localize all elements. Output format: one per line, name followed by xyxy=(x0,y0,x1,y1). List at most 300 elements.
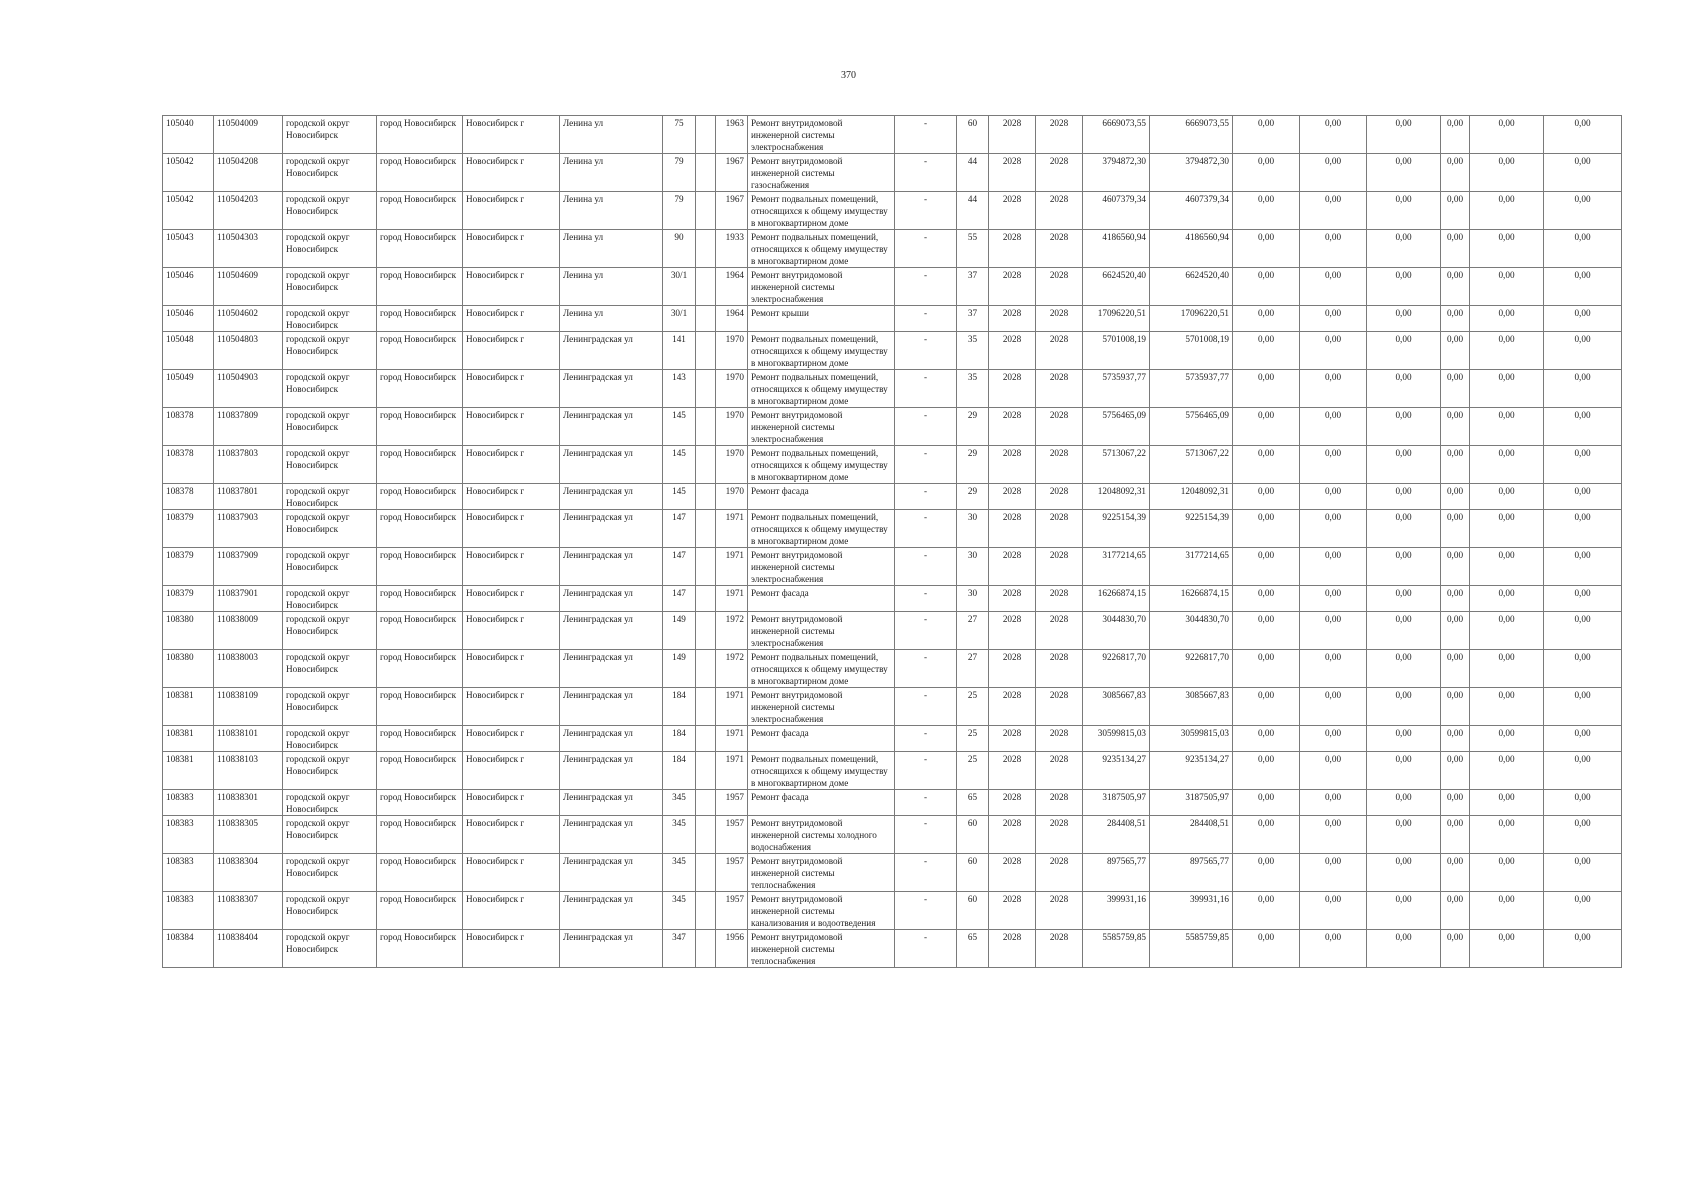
dash-cell: - xyxy=(895,408,957,446)
year-built-cell: 1971 xyxy=(716,752,748,790)
local-funds-cell: 0,00 xyxy=(1367,816,1441,854)
local-funds-cell: 0,00 xyxy=(1367,548,1441,586)
wear-percent-cell: 60 xyxy=(957,854,989,892)
other-funds-cell: 0,00 xyxy=(1441,268,1470,306)
local-funds-cell: 0,00 xyxy=(1367,752,1441,790)
dash-cell: - xyxy=(895,816,957,854)
settlement-cell: город Новосибирск xyxy=(377,116,463,154)
municipality-cell: городской округ Новосибирск xyxy=(283,892,377,930)
street-cell: Ленинградская ул xyxy=(560,752,663,790)
total-cost-cell: 3177214,65 xyxy=(1083,548,1150,586)
owners-extra-funds-cell: 0,00 xyxy=(1544,408,1622,446)
owners-extra-funds-cell: 0,00 xyxy=(1544,230,1622,268)
wear-percent-cell: 30 xyxy=(957,586,989,612)
total-cost-cell: 16266874,15 xyxy=(1083,586,1150,612)
total-cost-cell: 5585759,85 xyxy=(1083,930,1150,968)
federal-funds-cell: 0,00 xyxy=(1233,484,1300,510)
municipality-cell: городской округ Новосибирск xyxy=(283,688,377,726)
plan-year-start-cell: 2028 xyxy=(989,446,1036,484)
table-row xyxy=(163,612,1622,650)
table-row xyxy=(163,154,1622,192)
work-type-cell: Ремонт подвальных помещений, относящихся к общему имуществу в многоквартирном доме xyxy=(748,446,895,484)
regional-funds-cell: 0,00 xyxy=(1300,816,1367,854)
year-built-cell: 1963 xyxy=(716,116,748,154)
local-funds-cell: 0,00 xyxy=(1367,116,1441,154)
table-row xyxy=(163,230,1622,268)
street-cell: Ленинградская ул xyxy=(560,408,663,446)
work-id-cell: 110838101 xyxy=(214,726,283,752)
other-funds-cell: 0,00 xyxy=(1441,650,1470,688)
settlement-cell: город Новосибирск xyxy=(377,230,463,268)
fund-cost-cell: 30599815,03 xyxy=(1150,726,1233,752)
wear-percent-cell: 55 xyxy=(957,230,989,268)
work-type-cell: Ремонт внутридомовой инженерной системы электроснабжения xyxy=(748,268,895,306)
regional-funds-cell: 0,00 xyxy=(1300,306,1367,332)
wear-percent-cell: 44 xyxy=(957,192,989,230)
wear-percent-cell: 27 xyxy=(957,612,989,650)
owners-extra-funds-cell: 0,00 xyxy=(1544,370,1622,408)
dash-cell: - xyxy=(895,116,957,154)
other-funds-cell: 0,00 xyxy=(1441,726,1470,752)
settlement-cell: город Новосибирск xyxy=(377,484,463,510)
street-cell: Ленинградская ул xyxy=(560,446,663,484)
owners-extra-funds-cell: 0,00 xyxy=(1544,612,1622,650)
owners-extra-funds-cell: 0,00 xyxy=(1544,816,1622,854)
other-funds-cell: 0,00 xyxy=(1441,688,1470,726)
building-cell xyxy=(696,116,716,154)
settlement-cell: город Новосибирск xyxy=(377,154,463,192)
table-row xyxy=(163,484,1622,510)
regional-funds-cell: 0,00 xyxy=(1300,752,1367,790)
municipality-cell: городской округ Новосибирск xyxy=(283,230,377,268)
local-funds-cell: 0,00 xyxy=(1367,510,1441,548)
settlement-cell: город Новосибирск xyxy=(377,612,463,650)
municipality-cell: городской округ Новосибирск xyxy=(283,116,377,154)
owners-funds-cell: 0,00 xyxy=(1470,612,1544,650)
other-funds-cell: 0,00 xyxy=(1441,930,1470,968)
total-cost-cell: 17096220,51 xyxy=(1083,306,1150,332)
owners-funds-cell: 0,00 xyxy=(1470,510,1544,548)
regional-funds-cell: 0,00 xyxy=(1300,154,1367,192)
work-type-cell: Ремонт подвальных помещений, относящихся к общему имуществу в многоквартирном доме xyxy=(748,370,895,408)
owners-funds-cell: 0,00 xyxy=(1470,586,1544,612)
work-id-cell: 110837903 xyxy=(214,510,283,548)
dash-cell: - xyxy=(895,726,957,752)
year-built-cell: 1970 xyxy=(716,370,748,408)
owners-extra-funds-cell: 0,00 xyxy=(1544,446,1622,484)
local-funds-cell: 0,00 xyxy=(1367,650,1441,688)
owners-extra-funds-cell: 0,00 xyxy=(1544,752,1622,790)
settlement-cell: город Новосибирск xyxy=(377,688,463,726)
plan-year-start-cell: 2028 xyxy=(989,230,1036,268)
settlement-cell: город Новосибирск xyxy=(377,752,463,790)
table-row xyxy=(163,586,1622,612)
regional-funds-cell: 0,00 xyxy=(1300,268,1367,306)
federal-funds-cell: 0,00 xyxy=(1233,726,1300,752)
table-row xyxy=(163,688,1622,726)
fund-cost-cell: 5585759,85 xyxy=(1150,930,1233,968)
work-schedule-table xyxy=(162,115,1622,968)
owners-funds-cell: 0,00 xyxy=(1470,192,1544,230)
total-cost-cell: 6669073,55 xyxy=(1083,116,1150,154)
total-cost-cell: 9226817,70 xyxy=(1083,650,1150,688)
federal-funds-cell: 0,00 xyxy=(1233,154,1300,192)
dash-cell: - xyxy=(895,510,957,548)
owners-funds-cell: 0,00 xyxy=(1470,930,1544,968)
object-id-cell: 105043 xyxy=(163,230,214,268)
plan-year-end-cell: 2028 xyxy=(1036,726,1083,752)
settlement-cell: город Новосибирск xyxy=(377,332,463,370)
locality-cell: Новосибирск г xyxy=(463,790,560,816)
table-row xyxy=(163,370,1622,408)
work-id-cell: 110837809 xyxy=(214,408,283,446)
street-cell: Ленина ул xyxy=(560,306,663,332)
owners-funds-cell: 0,00 xyxy=(1470,854,1544,892)
work-id-cell: 110838304 xyxy=(214,854,283,892)
wear-percent-cell: 30 xyxy=(957,548,989,586)
year-built-cell: 1972 xyxy=(716,650,748,688)
plan-year-end-cell: 2028 xyxy=(1036,116,1083,154)
other-funds-cell: 0,00 xyxy=(1441,816,1470,854)
building-cell xyxy=(696,790,716,816)
house-number-cell: 345 xyxy=(663,816,696,854)
object-id-cell: 108380 xyxy=(163,650,214,688)
fund-cost-cell: 3187505,97 xyxy=(1150,790,1233,816)
work-id-cell: 110504009 xyxy=(214,116,283,154)
total-cost-cell: 3794872,30 xyxy=(1083,154,1150,192)
plan-year-end-cell: 2028 xyxy=(1036,510,1083,548)
plan-year-start-cell: 2028 xyxy=(989,370,1036,408)
wear-percent-cell: 27 xyxy=(957,650,989,688)
plan-year-start-cell: 2028 xyxy=(989,154,1036,192)
work-type-cell: Ремонт крыши xyxy=(748,306,895,332)
locality-cell: Новосибирск г xyxy=(463,930,560,968)
work-id-cell: 110838009 xyxy=(214,612,283,650)
owners-extra-funds-cell: 0,00 xyxy=(1544,726,1622,752)
building-cell xyxy=(696,446,716,484)
municipality-cell: городской округ Новосибирск xyxy=(283,332,377,370)
work-id-cell: 110837801 xyxy=(214,484,283,510)
municipality-cell: городской округ Новосибирск xyxy=(283,306,377,332)
settlement-cell: город Новосибирск xyxy=(377,816,463,854)
work-id-cell: 110837803 xyxy=(214,446,283,484)
other-funds-cell: 0,00 xyxy=(1441,306,1470,332)
plan-year-end-cell: 2028 xyxy=(1036,192,1083,230)
regional-funds-cell: 0,00 xyxy=(1300,510,1367,548)
owners-funds-cell: 0,00 xyxy=(1470,230,1544,268)
fund-cost-cell: 897565,77 xyxy=(1150,854,1233,892)
settlement-cell: город Новосибирск xyxy=(377,930,463,968)
table-row xyxy=(163,790,1622,816)
house-number-cell: 347 xyxy=(663,930,696,968)
plan-year-end-cell: 2028 xyxy=(1036,586,1083,612)
dash-cell: - xyxy=(895,332,957,370)
local-funds-cell: 0,00 xyxy=(1367,930,1441,968)
plan-year-end-cell: 2028 xyxy=(1036,446,1083,484)
other-funds-cell: 0,00 xyxy=(1441,548,1470,586)
house-number-cell: 149 xyxy=(663,650,696,688)
wear-percent-cell: 29 xyxy=(957,446,989,484)
page-number: 370 xyxy=(841,70,856,81)
street-cell: Ленинградская ул xyxy=(560,370,663,408)
regional-funds-cell: 0,00 xyxy=(1300,586,1367,612)
fund-cost-cell: 3794872,30 xyxy=(1150,154,1233,192)
building-cell xyxy=(696,306,716,332)
other-funds-cell: 0,00 xyxy=(1441,612,1470,650)
building-cell xyxy=(696,548,716,586)
year-built-cell: 1971 xyxy=(716,586,748,612)
object-id-cell: 108383 xyxy=(163,816,214,854)
dash-cell: - xyxy=(895,306,957,332)
object-id-cell: 105048 xyxy=(163,332,214,370)
plan-year-start-cell: 2028 xyxy=(989,612,1036,650)
object-id-cell: 105049 xyxy=(163,370,214,408)
plan-year-start-cell: 2028 xyxy=(989,650,1036,688)
house-number-cell: 147 xyxy=(663,586,696,612)
building-cell xyxy=(696,930,716,968)
dash-cell: - xyxy=(895,790,957,816)
other-funds-cell: 0,00 xyxy=(1441,154,1470,192)
wear-percent-cell: 25 xyxy=(957,752,989,790)
municipality-cell: городской округ Новосибирск xyxy=(283,192,377,230)
owners-funds-cell: 0,00 xyxy=(1470,408,1544,446)
year-built-cell: 1957 xyxy=(716,892,748,930)
table-row xyxy=(163,854,1622,892)
total-cost-cell: 3085667,83 xyxy=(1083,688,1150,726)
street-cell: Ленина ул xyxy=(560,116,663,154)
locality-cell: Новосибирск г xyxy=(463,688,560,726)
dash-cell: - xyxy=(895,548,957,586)
fund-cost-cell: 399931,16 xyxy=(1150,892,1233,930)
object-id-cell: 108384 xyxy=(163,930,214,968)
wear-percent-cell: 60 xyxy=(957,116,989,154)
municipality-cell: городской округ Новосибирск xyxy=(283,408,377,446)
building-cell xyxy=(696,408,716,446)
building-cell xyxy=(696,892,716,930)
object-id-cell: 108383 xyxy=(163,790,214,816)
fund-cost-cell: 3177214,65 xyxy=(1150,548,1233,586)
house-number-cell: 147 xyxy=(663,510,696,548)
regional-funds-cell: 0,00 xyxy=(1300,726,1367,752)
municipality-cell: городской округ Новосибирск xyxy=(283,548,377,586)
table-row xyxy=(163,650,1622,688)
federal-funds-cell: 0,00 xyxy=(1233,548,1300,586)
object-id-cell: 105042 xyxy=(163,154,214,192)
federal-funds-cell: 0,00 xyxy=(1233,510,1300,548)
plan-year-end-cell: 2028 xyxy=(1036,268,1083,306)
wear-percent-cell: 25 xyxy=(957,726,989,752)
other-funds-cell: 0,00 xyxy=(1441,484,1470,510)
dash-cell: - xyxy=(895,370,957,408)
table-row xyxy=(163,268,1622,306)
municipality-cell: городской округ Новосибирск xyxy=(283,268,377,306)
work-type-cell: Ремонт внутридомовой инженерной системы электроснабжения xyxy=(748,688,895,726)
plan-year-start-cell: 2028 xyxy=(989,116,1036,154)
dash-cell: - xyxy=(895,930,957,968)
plan-year-end-cell: 2028 xyxy=(1036,752,1083,790)
year-built-cell: 1956 xyxy=(716,930,748,968)
owners-extra-funds-cell: 0,00 xyxy=(1544,154,1622,192)
wear-percent-cell: 65 xyxy=(957,930,989,968)
settlement-cell: город Новосибирск xyxy=(377,790,463,816)
regional-funds-cell: 0,00 xyxy=(1300,408,1367,446)
total-cost-cell: 5756465,09 xyxy=(1083,408,1150,446)
object-id-cell: 108378 xyxy=(163,408,214,446)
other-funds-cell: 0,00 xyxy=(1441,408,1470,446)
owners-extra-funds-cell: 0,00 xyxy=(1544,332,1622,370)
building-cell xyxy=(696,154,716,192)
locality-cell: Новосибирск г xyxy=(463,816,560,854)
house-number-cell: 79 xyxy=(663,154,696,192)
fund-cost-cell: 284408,51 xyxy=(1150,816,1233,854)
local-funds-cell: 0,00 xyxy=(1367,790,1441,816)
plan-year-start-cell: 2028 xyxy=(989,548,1036,586)
fund-cost-cell: 9235134,27 xyxy=(1150,752,1233,790)
object-id-cell: 108381 xyxy=(163,688,214,726)
building-cell xyxy=(696,816,716,854)
street-cell: Ленинградская ул xyxy=(560,726,663,752)
settlement-cell: город Новосибирск xyxy=(377,192,463,230)
year-built-cell: 1970 xyxy=(716,332,748,370)
municipality-cell: городской округ Новосибирск xyxy=(283,370,377,408)
street-cell: Ленинградская ул xyxy=(560,510,663,548)
work-id-cell: 110504208 xyxy=(214,154,283,192)
other-funds-cell: 0,00 xyxy=(1441,586,1470,612)
locality-cell: Новосибирск г xyxy=(463,446,560,484)
total-cost-cell: 5713067,22 xyxy=(1083,446,1150,484)
federal-funds-cell: 0,00 xyxy=(1233,688,1300,726)
house-number-cell: 145 xyxy=(663,408,696,446)
table-row xyxy=(163,446,1622,484)
street-cell: Ленинградская ул xyxy=(560,892,663,930)
street-cell: Ленинградская ул xyxy=(560,816,663,854)
municipality-cell: городской округ Новосибирск xyxy=(283,816,377,854)
house-number-cell: 90 xyxy=(663,230,696,268)
regional-funds-cell: 0,00 xyxy=(1300,930,1367,968)
federal-funds-cell: 0,00 xyxy=(1233,790,1300,816)
municipality-cell: городской округ Новосибирск xyxy=(283,612,377,650)
house-number-cell: 345 xyxy=(663,854,696,892)
federal-funds-cell: 0,00 xyxy=(1233,192,1300,230)
fund-cost-cell: 4186560,94 xyxy=(1150,230,1233,268)
settlement-cell: город Новосибирск xyxy=(377,510,463,548)
work-type-cell: Ремонт фасада xyxy=(748,726,895,752)
street-cell: Ленинградская ул xyxy=(560,586,663,612)
locality-cell: Новосибирск г xyxy=(463,370,560,408)
object-id-cell: 108381 xyxy=(163,726,214,752)
local-funds-cell: 0,00 xyxy=(1367,192,1441,230)
fund-cost-cell: 5756465,09 xyxy=(1150,408,1233,446)
federal-funds-cell: 0,00 xyxy=(1233,268,1300,306)
street-cell: Ленина ул xyxy=(560,268,663,306)
house-number-cell: 143 xyxy=(663,370,696,408)
plan-year-start-cell: 2028 xyxy=(989,332,1036,370)
building-cell xyxy=(696,332,716,370)
locality-cell: Новосибирск г xyxy=(463,752,560,790)
regional-funds-cell: 0,00 xyxy=(1300,230,1367,268)
object-id-cell: 108378 xyxy=(163,446,214,484)
other-funds-cell: 0,00 xyxy=(1441,892,1470,930)
other-funds-cell: 0,00 xyxy=(1441,854,1470,892)
owners-extra-funds-cell: 0,00 xyxy=(1544,688,1622,726)
object-id-cell: 108379 xyxy=(163,510,214,548)
dash-cell: - xyxy=(895,446,957,484)
local-funds-cell: 0,00 xyxy=(1367,726,1441,752)
plan-year-start-cell: 2028 xyxy=(989,752,1036,790)
plan-year-end-cell: 2028 xyxy=(1036,484,1083,510)
fund-cost-cell: 17096220,51 xyxy=(1150,306,1233,332)
fund-cost-cell: 16266874,15 xyxy=(1150,586,1233,612)
dash-cell: - xyxy=(895,192,957,230)
dash-cell: - xyxy=(895,154,957,192)
regional-funds-cell: 0,00 xyxy=(1300,370,1367,408)
house-number-cell: 145 xyxy=(663,484,696,510)
house-number-cell: 30/1 xyxy=(663,306,696,332)
plan-year-start-cell: 2028 xyxy=(989,268,1036,306)
work-type-cell: Ремонт внутридомовой инженерной системы теплоснабжения xyxy=(748,930,895,968)
owners-funds-cell: 0,00 xyxy=(1470,726,1544,752)
work-type-cell: Ремонт внутридомовой инженерной системы канализования и водоотведения xyxy=(748,892,895,930)
locality-cell: Новосибирск г xyxy=(463,116,560,154)
municipality-cell: городской округ Новосибирск xyxy=(283,726,377,752)
work-type-cell: Ремонт внутридомовой инженерной системы электроснабжения xyxy=(748,612,895,650)
owners-funds-cell: 0,00 xyxy=(1470,816,1544,854)
owners-extra-funds-cell: 0,00 xyxy=(1544,548,1622,586)
house-number-cell: 30/1 xyxy=(663,268,696,306)
object-id-cell: 108380 xyxy=(163,612,214,650)
object-id-cell: 105046 xyxy=(163,268,214,306)
total-cost-cell: 9235134,27 xyxy=(1083,752,1150,790)
building-cell xyxy=(696,752,716,790)
total-cost-cell: 399931,16 xyxy=(1083,892,1150,930)
work-id-cell: 110838301 xyxy=(214,790,283,816)
owners-funds-cell: 0,00 xyxy=(1470,268,1544,306)
wear-percent-cell: 25 xyxy=(957,688,989,726)
total-cost-cell: 3187505,97 xyxy=(1083,790,1150,816)
regional-funds-cell: 0,00 xyxy=(1300,612,1367,650)
total-cost-cell: 5701008,19 xyxy=(1083,332,1150,370)
owners-funds-cell: 0,00 xyxy=(1470,370,1544,408)
plan-year-start-cell: 2028 xyxy=(989,408,1036,446)
year-built-cell: 1972 xyxy=(716,612,748,650)
plan-year-end-cell: 2028 xyxy=(1036,854,1083,892)
locality-cell: Новосибирск г xyxy=(463,892,560,930)
federal-funds-cell: 0,00 xyxy=(1233,306,1300,332)
year-built-cell: 1970 xyxy=(716,484,748,510)
fund-cost-cell: 9225154,39 xyxy=(1150,510,1233,548)
street-cell: Ленина ул xyxy=(560,154,663,192)
house-number-cell: 147 xyxy=(663,548,696,586)
owners-extra-funds-cell: 0,00 xyxy=(1544,116,1622,154)
work-id-cell: 110837909 xyxy=(214,548,283,586)
owners-funds-cell: 0,00 xyxy=(1470,154,1544,192)
local-funds-cell: 0,00 xyxy=(1367,154,1441,192)
house-number-cell: 184 xyxy=(663,688,696,726)
table-row xyxy=(163,752,1622,790)
wear-percent-cell: 29 xyxy=(957,484,989,510)
owners-extra-funds-cell: 0,00 xyxy=(1544,268,1622,306)
federal-funds-cell: 0,00 xyxy=(1233,370,1300,408)
work-id-cell: 110504303 xyxy=(214,230,283,268)
dash-cell: - xyxy=(895,892,957,930)
building-cell xyxy=(696,268,716,306)
other-funds-cell: 0,00 xyxy=(1441,332,1470,370)
federal-funds-cell: 0,00 xyxy=(1233,332,1300,370)
object-id-cell: 108379 xyxy=(163,548,214,586)
locality-cell: Новосибирск г xyxy=(463,726,560,752)
owners-funds-cell: 0,00 xyxy=(1470,650,1544,688)
regional-funds-cell: 0,00 xyxy=(1300,446,1367,484)
